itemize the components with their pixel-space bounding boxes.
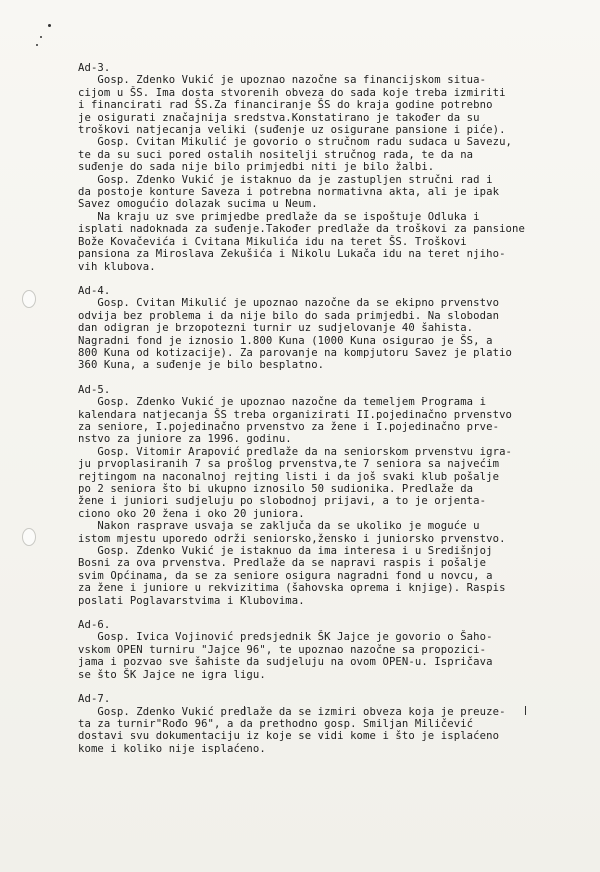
text-line: Gosp. Ivica Vojinović predsjednik ŠK Jajce je govorio o Šaho- xyxy=(78,631,493,644)
text-line: Bosni za ova prvenstva. Predlaže da se napravi raspis i pošalje xyxy=(78,557,487,570)
text-line: troškovi natjecanja veliki (suđenje uz osigurane pansione i piće). xyxy=(78,124,506,137)
text-line: za žene i juniore u rekvizitima (šahovska oprema i knjige). Raspis xyxy=(78,582,506,595)
agenda-heading: Ad-7. xyxy=(78,693,111,706)
text-line: ta za turnir"Rođo 96", a da prethodno gosp. Smiljan Miličević xyxy=(78,717,474,730)
agenda-section xyxy=(78,62,598,273)
text-line: Gosp. Zdenko Vukić je istaknuo da ima interesa i u Središnjoj xyxy=(78,545,493,558)
text-line: te da su suci pored ostalih nositelji stručnog rada, te da na xyxy=(78,148,474,161)
text-line: 360 Kuna, a suđenje je bilo besplatno. xyxy=(78,359,325,372)
text-line: Gosp. Cvitan Mikulić je upoznao nazočne da se ekipno prvenstvo xyxy=(78,297,500,310)
text-line: da postoje konture Saveza i potrebna normativna akta, ali je ipak xyxy=(78,186,500,199)
text-line: rejtingom na naconalnoj rejting listi i da još svaki klub pošalje xyxy=(78,470,500,483)
punch-hole-upper xyxy=(22,290,36,308)
text-line: Gosp. Cvitan Mikulić je govorio o stručnom radu sudaca u Savezu, xyxy=(78,136,513,149)
punch-hole-lower xyxy=(22,528,36,546)
minutes-text xyxy=(78,62,598,767)
text-line: kome i koliko nije isplaćeno. xyxy=(78,742,266,755)
text-line: nstvo za juniore za 1996. godinu. xyxy=(78,433,292,446)
text-line: vskom OPEN turniru "Jajce 96", te upoznao nazočne sa propozici- xyxy=(78,643,487,656)
text-line: Nakon rasprave usvaja se zaključa da se ukoliko je moguće u xyxy=(78,520,480,533)
text-line: suđenje do sada nije bilo primjedbi niti je bilo žalbi. xyxy=(78,161,435,174)
text-line: po 2 seniora što bi ukupno iznosilo 50 sudionika. Predlaže da xyxy=(78,483,474,495)
text-line: kalendara natjecanja ŠS treba organizirati II.pojedinačno prvenstvo xyxy=(78,408,513,421)
text-line: za seniore, I.pojedinačno prvenstvo za žene i I.pojedinačno prve- xyxy=(78,420,500,433)
text-line: poslati Poglavarstvima i Klubovima. xyxy=(78,594,305,607)
text-line: ju prvoplasiranih 7 sa prošlog prvenstva,te 7 seniora sa najvećim xyxy=(78,458,500,471)
text-line: Gosp. Zdenko Vukić predlaže da se izmiri obveza koja je preuze- xyxy=(78,705,506,718)
text-line: dan odigran je brzopotezni turnir uz sudjelovanje 40 šahista. xyxy=(78,322,474,335)
text-line: se što ŠK Jajce ne igra ligu. xyxy=(78,668,266,681)
text-line: odvija bez problema i da nije bilo do sada primjedbi. Na slobodan xyxy=(78,309,500,322)
text-line: Gosp. Zdenko Vukić je istaknuo da je zastupljen stručni rad i xyxy=(78,173,493,186)
text-line: je osigurati značajnija sredstva.Konstatirano je također da su xyxy=(78,111,480,124)
ink-speck xyxy=(40,36,42,38)
agenda-section xyxy=(78,285,598,372)
text-line: 800 Kuna od kotizacije). Za parovanje na kompjutoru Savez je platio xyxy=(78,346,513,359)
agenda-heading: Ad-5. xyxy=(78,383,111,396)
text-line: Gosp. Vitomir Arapović predlaže da na seniorskom prvenstvu igra- xyxy=(78,445,513,458)
text-line: vih klubova. xyxy=(78,260,156,273)
text-line: Nagradni fond je iznosio 1.800 Kuna (1000 Kuna osigurao je ŠS, a xyxy=(78,334,493,347)
text-line: ciono oko 20 žena i oko 20 juniora. xyxy=(78,507,305,520)
text-line: Na kraju uz sve primjedbe predlaže da se ispoštuje Odluka i xyxy=(78,210,480,223)
ink-speck xyxy=(36,44,38,46)
text-line: Gosp. Zdenko Vukić je upoznao nazočne sa financijskom situa- xyxy=(78,74,487,87)
agenda-section xyxy=(78,693,598,755)
text-line: i financirati rad ŠS.Za financiranje ŠS do kraja godine potrebno xyxy=(78,99,493,112)
text-line: dostavi svu dokumentaciju iz koje se vidi kome i što je isplaćeno xyxy=(78,730,500,743)
text-line: pansiona za Miroslava Zekušića i Nikolu Lukača idu na teret njiho- xyxy=(78,248,506,261)
text-line: Gosp. Zdenko Vukić je upoznao nazočne da temeljem Programa i xyxy=(78,396,487,409)
agenda-section xyxy=(78,384,598,607)
agenda-heading: Ad-3. xyxy=(78,62,111,74)
text-line: svim Općinama, da se za seniore osigura nagradni fond u novcu, a xyxy=(78,569,493,582)
text-line: isplati nadoknada za suđenje.Također predlaže da troškovi za pansione xyxy=(78,223,525,236)
text-line: istom mjestu uporedo održi seniorsko,žensko i juniorsko prvenstvo. xyxy=(78,532,506,545)
ink-speck xyxy=(48,24,51,27)
agenda-section xyxy=(78,619,598,681)
agenda-heading: Ad-4. xyxy=(78,284,111,297)
text-line: Savez omogućio dolazak sucima u Neum. xyxy=(78,198,318,211)
text-line: cijom u ŠS. Ima dosta stvorenih obveza do sada koje treba izmiriti xyxy=(78,86,506,99)
agenda-heading: Ad-6. xyxy=(78,619,111,632)
text-line: žene i juniori sudjeluju po slobodnoj prijavi, a to je orjenta- xyxy=(78,495,487,508)
text-line: Bože Kovačevića i Cvitana Mikulića idu na teret ŠS. Troškovi xyxy=(78,235,467,248)
text-line: jama i pozvao sve šahiste da sudjeluju na ovom OPEN-u. Ispričava xyxy=(78,656,493,669)
